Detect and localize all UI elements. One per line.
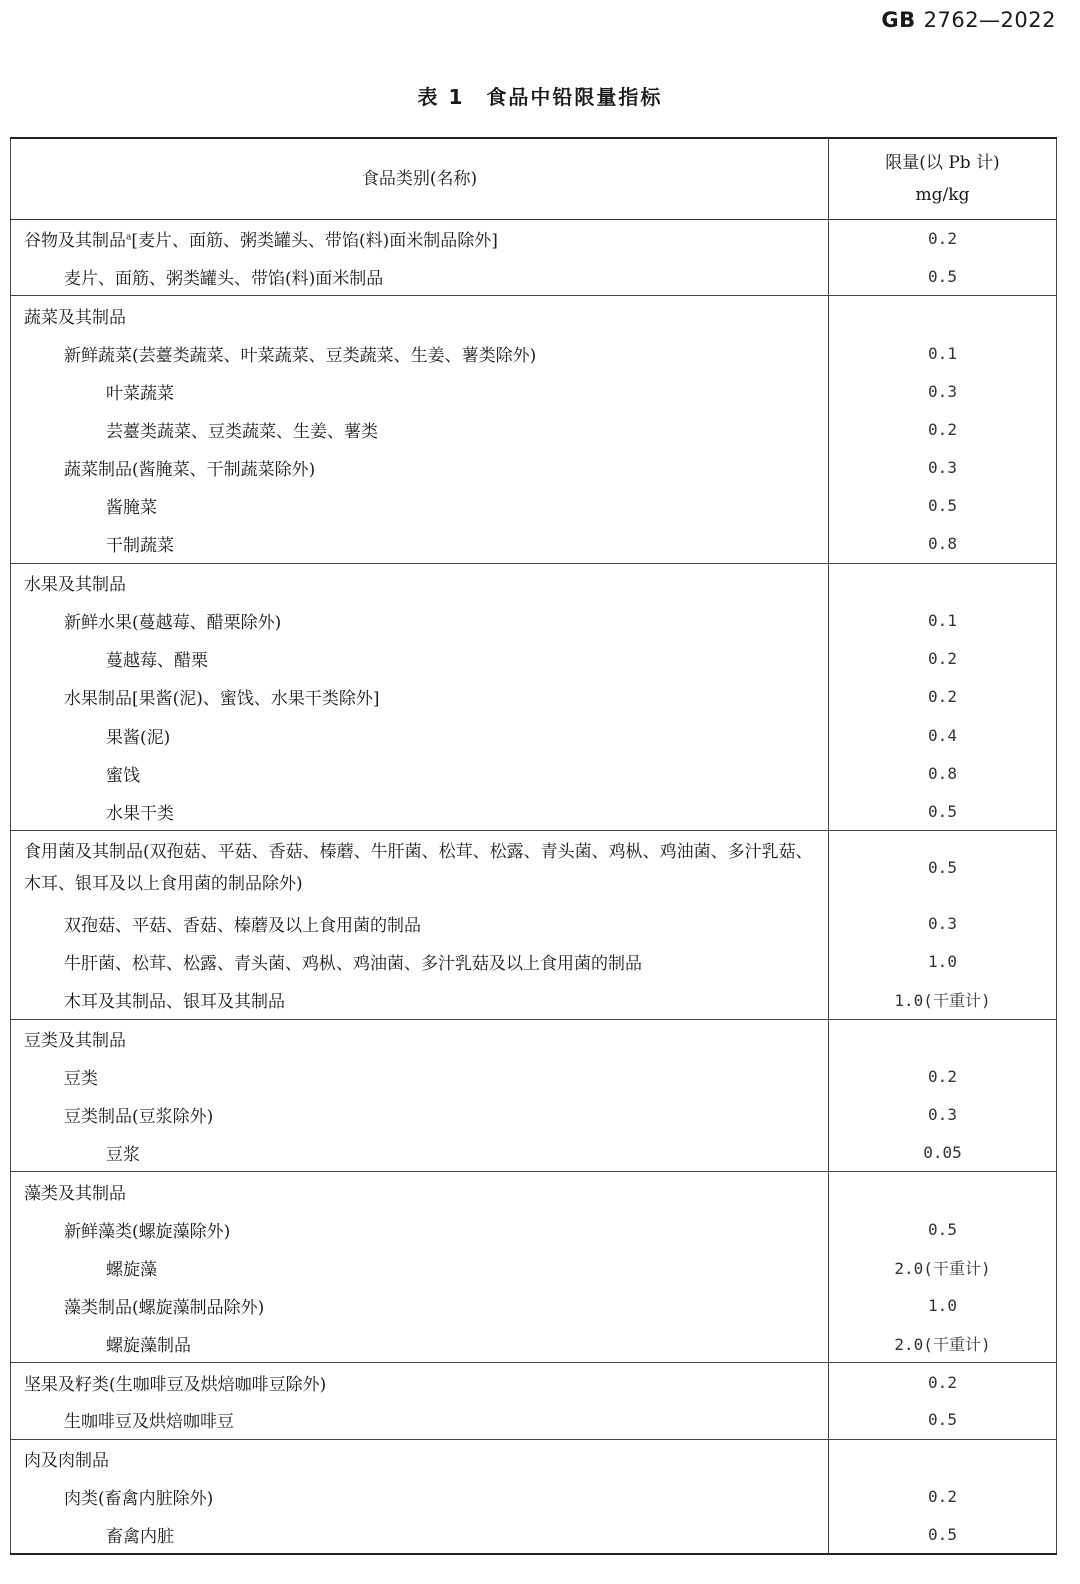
food-name: 肉类(畜禽内脏除外)	[11, 1477, 829, 1515]
table-row	[11, 1477, 1057, 1515]
table-row	[11, 1325, 1057, 1363]
limit-value	[829, 563, 1057, 601]
limit-value: 0.2	[928, 687, 957, 707]
food-name: 豆类	[11, 1057, 829, 1095]
table-row	[11, 220, 1057, 258]
table-row	[11, 1057, 1057, 1095]
limit-value: 0.5	[928, 267, 957, 287]
header-food-category: 食品类别(名称)	[11, 138, 829, 220]
food-name: 蜜饯	[11, 754, 829, 792]
food-name: 双孢菇、平菇、香菇、榛蘑及以上食用菌的制品	[11, 905, 829, 943]
table-row	[11, 449, 1057, 487]
table-row	[11, 1516, 1057, 1554]
limit-value	[829, 1439, 1057, 1477]
food-name: 干制蔬菜	[11, 525, 829, 563]
footnote-marker: a	[126, 232, 132, 243]
food-name: 水果制品[果酱(泥)、蜜饯、水果干类除外]	[11, 678, 829, 716]
limit-value: 0.5	[928, 1524, 957, 1544]
table-row	[11, 1134, 1057, 1172]
food-name: 藻类制品(螺旋藻制品除外)	[11, 1286, 829, 1324]
table-row	[11, 334, 1057, 372]
limit-value: 0.1	[928, 610, 957, 630]
table-row	[11, 640, 1057, 678]
limit-value: 0.2	[928, 420, 957, 440]
limit-value	[829, 296, 1057, 334]
table-row	[11, 831, 1057, 905]
food-name: 酱腌菜	[11, 487, 829, 525]
limit-value: 0.8	[928, 763, 957, 783]
limit-value: 0.5	[928, 801, 957, 821]
food-name: 蔬菜制品(酱腌菜、干制蔬菜除外)	[11, 449, 829, 487]
limit-value: 0.4	[928, 725, 957, 745]
table-row	[11, 678, 1057, 716]
food-name: 新鲜藻类(螺旋藻除外)	[11, 1210, 829, 1248]
food-name	[11, 220, 829, 258]
standard-code	[881, 8, 1056, 32]
table-row	[11, 1172, 1057, 1210]
table-caption: 表 1 食品中铅限量指标	[417, 85, 663, 109]
limit-value: 0.1	[928, 343, 957, 363]
food-name: 木耳及其制品、银耳及其制品	[11, 981, 829, 1019]
table-row	[11, 754, 1057, 792]
limit-value: 0.3	[928, 1105, 957, 1125]
food-name: 豆浆	[11, 1134, 829, 1172]
food-name: 藻类及其制品	[11, 1172, 829, 1210]
limit-value: 1.0(干重计)	[894, 991, 991, 1011]
limit-value	[829, 1172, 1057, 1210]
limit-value: 0.3	[928, 914, 957, 934]
table-row	[11, 792, 1057, 830]
food-name-tail: [麦片、面筋、粥类罐头、带馅(料)面米制品除外]	[131, 231, 498, 252]
limit-value: 0.2	[829, 1363, 1057, 1401]
limit-value: 0.3	[928, 458, 957, 478]
table-row	[11, 410, 1057, 448]
food-name: 叶菜蔬菜	[11, 372, 829, 410]
table-row	[11, 1439, 1057, 1477]
table-row	[11, 1210, 1057, 1248]
header-limit-unit: mg/kg	[915, 185, 970, 205]
table-row	[11, 296, 1057, 334]
food-name-text: 谷物及其制品	[24, 231, 126, 252]
food-name: 蔓越莓、醋栗	[11, 640, 829, 678]
table-row	[11, 1401, 1057, 1439]
food-name: 坚果及籽类(生咖啡豆及烘焙咖啡豆除外)	[11, 1363, 829, 1401]
limit-value: 0.8	[928, 534, 957, 554]
limit-value: 2.0(干重计)	[894, 1258, 991, 1278]
limit-value: 0.3	[928, 381, 957, 401]
food-name: 螺旋藻制品	[11, 1325, 829, 1363]
food-name: 食用菌及其制品(双孢菇、平菇、香菇、榛蘑、牛肝菌、松茸、松露、青头菌、鸡枞、鸡油菌、多汁乳菇、木耳、银耳及以上食用菌的制品除外)	[11, 831, 829, 905]
limit-value: 0.5	[928, 1410, 957, 1430]
food-name: 芸薹类蔬菜、豆类蔬菜、生姜、薯类	[11, 410, 829, 448]
food-name: 生咖啡豆及烘焙咖啡豆	[11, 1401, 829, 1439]
food-name: 螺旋藻	[11, 1248, 829, 1286]
food-name: 新鲜水果(蔓越莓、醋栗除外)	[11, 601, 829, 639]
limit-value: 0.2	[928, 1066, 957, 1086]
table-header-row	[11, 138, 1057, 220]
food-name: 新鲜蔬菜(芸薹类蔬菜、叶菜蔬菜、豆类蔬菜、生姜、薯类除外)	[11, 334, 829, 372]
table-row	[11, 487, 1057, 525]
food-name: 蔬菜及其制品	[11, 296, 829, 334]
table-row	[11, 563, 1057, 601]
food-name: 肉及肉制品	[11, 1439, 829, 1477]
header-limit-line1: 限量(以 Pb 计)	[885, 153, 1000, 173]
food-name: 水果及其制品	[11, 563, 829, 601]
table-row	[11, 943, 1057, 981]
limit-value: 0.2	[829, 220, 1057, 258]
table-row	[11, 905, 1057, 943]
food-name: 水果干类	[11, 792, 829, 830]
table-row	[11, 1019, 1057, 1057]
lead-limits-table	[10, 137, 1057, 1555]
limit-value	[829, 1019, 1057, 1057]
table-row	[11, 1363, 1057, 1401]
limit-value: 1.0	[928, 1295, 957, 1315]
standard-prefix: GB	[881, 8, 916, 32]
food-name: 畜禽内脏	[11, 1516, 829, 1554]
table-row	[11, 525, 1057, 563]
table-row	[11, 981, 1057, 1019]
table-row	[11, 372, 1057, 410]
limit-value: 0.5	[829, 831, 1057, 905]
table-row	[11, 1095, 1057, 1133]
standard-number: 2762—2022	[923, 8, 1056, 32]
limit-value: 0.2	[928, 649, 957, 669]
table-row	[11, 258, 1057, 296]
header-limit	[829, 138, 1057, 220]
limit-value: 0.2	[928, 1486, 957, 1506]
food-name: 果酱(泥)	[11, 716, 829, 754]
table-row	[11, 716, 1057, 754]
limit-value: 1.0	[928, 952, 957, 972]
food-name: 豆类制品(豆浆除外)	[11, 1095, 829, 1133]
food-name: 豆类及其制品	[11, 1019, 829, 1057]
limit-value: 2.0(干重计)	[894, 1334, 991, 1354]
limit-value: 0.05	[923, 1142, 962, 1162]
limit-value: 0.5	[928, 1219, 957, 1239]
food-name: 麦片、面筋、粥类罐头、带馅(料)面米制品	[11, 258, 829, 296]
table-row	[11, 601, 1057, 639]
limit-value: 0.5	[928, 496, 957, 516]
table-row	[11, 1286, 1057, 1324]
table-row	[11, 1248, 1057, 1286]
food-name: 牛肝菌、松茸、松露、青头菌、鸡枞、鸡油菌、多汁乳菇及以上食用菌的制品	[11, 943, 829, 981]
